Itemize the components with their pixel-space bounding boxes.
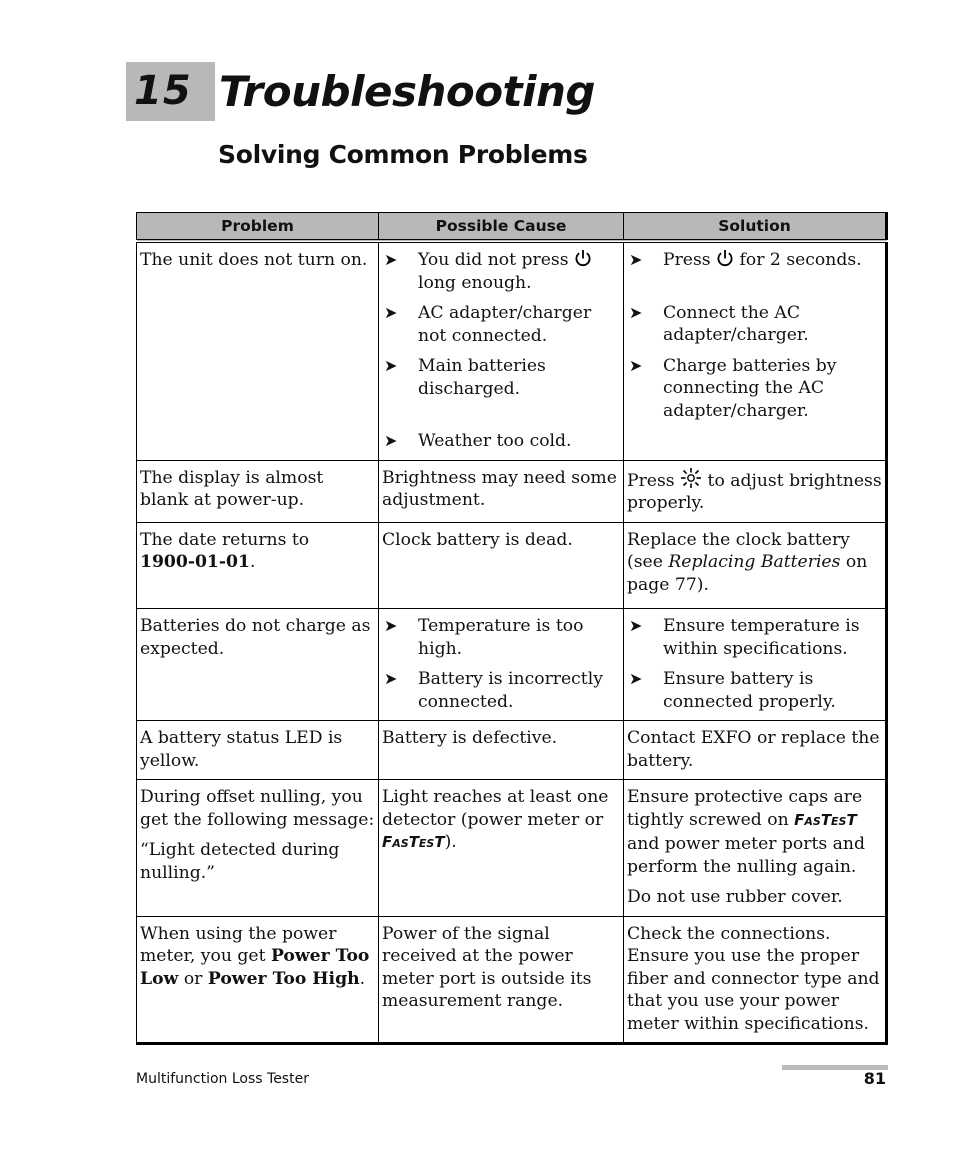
arrow-bullet-icon: ➤	[629, 302, 643, 322]
page-number: 81	[863, 1069, 886, 1088]
table-row	[137, 916, 887, 1044]
chapter-number: 15	[126, 62, 215, 121]
arrow-bullet-icon: ➤	[629, 250, 643, 269]
cause-cell	[379, 609, 624, 721]
fastest-brand: FASTEST	[382, 833, 445, 851]
problem-cell: When using the power meter, you get Power Too Low or Power Too High.	[137, 916, 379, 1044]
problem-cell: A battery status LED is yellow.	[137, 721, 379, 780]
list-item: ➤ Main batteries discharged.	[384, 356, 546, 399]
list-item: ➤ AC adapter/charger not connected.	[384, 303, 592, 346]
solution-cell	[624, 241, 887, 460]
table-row	[137, 780, 887, 917]
footer-title: Multifunction Loss Tester	[136, 1071, 309, 1087]
list-item: ➤ Temperature is too high.	[384, 616, 584, 659]
section-title: Solving Common Problems	[218, 140, 588, 169]
list-item: ➤ Ensure battery is connected properly.	[629, 669, 836, 712]
list-item: ➤ Ensure temperature is within specifications.	[629, 616, 860, 659]
arrow-bullet-icon: ➤	[384, 669, 398, 688]
power-icon	[716, 249, 734, 268]
problem-cell: The unit does not turn on.	[137, 241, 379, 460]
cause-cell: Battery is defective.	[379, 721, 624, 780]
fastest-brand: FASTEST	[794, 810, 857, 829]
solution-cell: Check the connections. Ensure you use the proper fiber and connector type and that you use your power meter within specifications.	[624, 916, 887, 1044]
header-solution: Solution	[624, 213, 887, 242]
power-icon	[574, 249, 592, 268]
problem-cell: During offset nulling, you get the following message: “Light detected during nulling.”	[137, 780, 379, 917]
table-row	[137, 241, 887, 460]
table-row	[137, 721, 887, 780]
arrow-bullet-icon: ➤	[384, 356, 398, 375]
list-item: ➤ Connect the AC adapter/charger.	[629, 302, 809, 345]
cause-cell	[379, 241, 624, 460]
solution-cell: Contact EXFO or replace the battery.	[624, 721, 887, 780]
arrow-bullet-icon: ➤	[629, 669, 643, 688]
solution-cell: Press to adjust brightness properly.	[624, 460, 887, 522]
header-problem: Problem	[137, 213, 379, 242]
chapter-title: Troubleshooting	[219, 67, 595, 116]
list-item: ➤ You did not press long enough.	[382, 249, 620, 294]
table-row	[137, 522, 887, 609]
problem-cell: Batteries do not charge as expected.	[137, 609, 379, 721]
list-item: ➤ Press for 2 seconds.	[629, 250, 862, 270]
problem-cell: The date returns to 1900-01-01.	[137, 522, 379, 609]
list-item: ➤ Charge batteries by connecting the AC adapter/charger.	[629, 355, 837, 421]
cause-cell: Clock battery is dead.	[379, 522, 624, 609]
arrow-bullet-icon: ➤	[384, 616, 398, 635]
table-header-row	[137, 213, 887, 242]
chapter-heading	[126, 62, 595, 121]
cause-cell: Power of the signal received at the power meter port is outside its measurement range.	[379, 916, 624, 1044]
solution-cell	[624, 609, 887, 721]
arrow-bullet-icon: ➤	[384, 250, 398, 269]
table-row	[137, 460, 887, 522]
arrow-bullet-icon: ➤	[629, 355, 643, 375]
table-row	[137, 609, 887, 721]
problem-cell: The display is almost blank at power-up.	[137, 460, 379, 522]
cause-cell: Brightness may need some adjustment.	[379, 460, 624, 522]
brightness-icon	[680, 467, 702, 489]
arrow-bullet-icon: ➤	[384, 431, 398, 450]
list-item: ➤ Weather too cold.	[384, 431, 572, 451]
arrow-bullet-icon: ➤	[384, 303, 398, 322]
header-possible-cause: Possible Cause	[379, 213, 624, 242]
solution-cell: Replace the clock battery (see Replacing Batteries on page 77).	[624, 522, 887, 609]
troubleshooting-table	[136, 212, 888, 1045]
cause-cell: Light reaches at least one detector (power meter or FASTEST).	[379, 780, 624, 917]
list-item: ➤ Battery is incorrectly connected.	[384, 669, 603, 712]
arrow-bullet-icon: ➤	[629, 616, 643, 635]
solution-cell: Ensure protective caps are tightly screwed on FASTEST and power meter ports and perform the nulling again. Do not use rubber cover.	[624, 780, 887, 917]
